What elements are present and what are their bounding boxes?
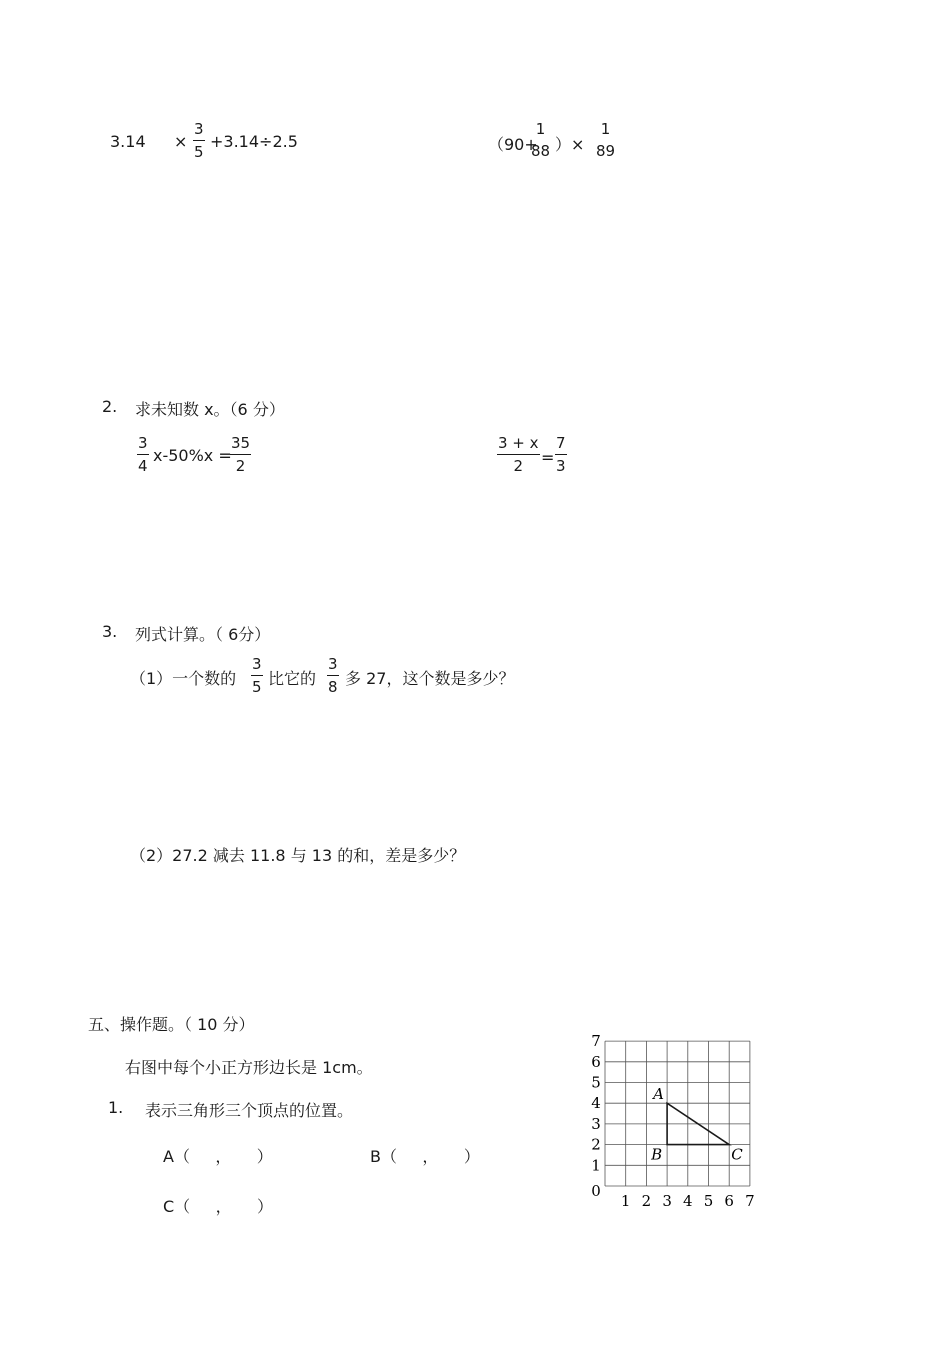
x-tick-2: 2	[641, 1192, 652, 1210]
q2-eq2-lhs	[497, 436, 540, 474]
q2-eq2-lhs-numerator: 3 + x	[497, 436, 540, 455]
y-axis-ticks	[591, 1032, 601, 1174]
y-tick-5: 5	[591, 1073, 601, 1092]
x-axis-ticks	[621, 1192, 755, 1210]
q3-part1-fraction-1	[251, 657, 263, 695]
point-label-c: C	[731, 1145, 743, 1164]
expr2-fraction-2-numerator: 1	[600, 120, 611, 138]
q2-title: 求未知数 x。（6 分）	[135, 400, 285, 419]
q2-eq2-rhs	[555, 436, 567, 474]
q3-part2: （2）27.2 减去 11.8 与 13 的和，差是多少？	[130, 846, 466, 865]
q2-number: 2.	[102, 397, 118, 416]
y-tick-6: 6	[591, 1052, 601, 1071]
x-tick-4: 4	[683, 1192, 693, 1210]
q3-title: 列式计算。（ 6分）	[135, 625, 271, 644]
y-tick-2: 2	[591, 1135, 601, 1154]
point-label-a: A	[653, 1085, 664, 1104]
expr2-fraction-1-numerator: 1	[535, 120, 546, 138]
expr2-fraction-2-denominator: 89	[596, 142, 616, 160]
expr2-fraction-1	[531, 122, 550, 159]
origin-label: 0	[591, 1182, 601, 1200]
point-label-b: B	[651, 1145, 663, 1164]
q2-eq2-rhs-denominator: 3	[556, 457, 566, 475]
x-tick-7: 7	[745, 1192, 755, 1210]
x-tick-5: 5	[703, 1192, 714, 1210]
q3-part1-middle: 比它的	[268, 669, 317, 688]
blank-a: A（ ， ）	[163, 1147, 273, 1166]
x-tick-3: 3	[662, 1192, 672, 1210]
q3-part1-prefix: （1）一个数的	[130, 669, 237, 688]
q2-eq1-middle: x-50%x =	[153, 446, 232, 465]
q2-eq2-equals: =	[541, 448, 555, 467]
expr1-fraction	[193, 122, 205, 160]
expr2-fraction-1-denominator: 88	[531, 142, 551, 160]
q3-number: 3.	[102, 622, 118, 641]
expr1-fraction-numerator: 3	[193, 122, 205, 141]
blank-c: C（ ， ）	[163, 1197, 274, 1216]
q2-eq2-lhs-denominator: 2	[513, 457, 524, 475]
q2-eq1-fraction	[137, 436, 149, 474]
q3-part1-fraction-1-numerator: 3	[251, 657, 263, 676]
y-tick-4: 4	[591, 1094, 601, 1113]
grid-lines	[605, 1041, 750, 1186]
q2-eq1-numerator: 3	[137, 436, 149, 455]
y-tick-7: 7	[591, 1032, 601, 1051]
expr2-close-times: ）×	[555, 135, 585, 154]
y-tick-3: 3	[591, 1114, 601, 1133]
section5-intro: 右图中每个小正方形边长是 1cm。	[125, 1058, 373, 1077]
expr1-rest: +3.14÷2.5	[210, 132, 298, 151]
y-tick-1: 1	[591, 1156, 601, 1175]
expr2-open: （90+	[488, 135, 538, 154]
expr1-number: 3.14	[110, 132, 146, 151]
section5-title: 五、操作题。（ 10 分）	[88, 1015, 255, 1034]
expr1-fraction-denominator: 5	[194, 143, 204, 161]
q3-part1-fraction-2-denominator: 8	[328, 678, 338, 696]
q3-part1-fraction-1-denominator: 5	[252, 678, 262, 696]
q2-eq2-rhs-numerator: 7	[555, 436, 567, 455]
q3-part1-suffix: 多 27，这个数是多少？	[345, 669, 515, 688]
blank-b: B（ ， ）	[370, 1147, 480, 1166]
section5-q1-text: 表示三角形三个顶点的位置。	[145, 1101, 354, 1120]
q2-eq1-rhs-denominator: 2	[235, 457, 246, 475]
expr1-times: ×	[174, 132, 188, 151]
coordinate-grid	[580, 1032, 765, 1230]
q2-eq1-denominator: 4	[138, 457, 148, 475]
x-tick-1: 1	[620, 1192, 631, 1210]
q2-eq1-rhs	[230, 436, 251, 474]
expr2-fraction-2	[596, 122, 615, 159]
q3-part1-fraction-2	[327, 657, 339, 695]
section5-q1-number: 1.	[108, 1098, 124, 1117]
q3-part1-fraction-2-numerator: 3	[327, 657, 339, 676]
x-tick-6: 6	[724, 1192, 734, 1210]
q2-eq1-rhs-numerator: 35	[230, 436, 251, 455]
